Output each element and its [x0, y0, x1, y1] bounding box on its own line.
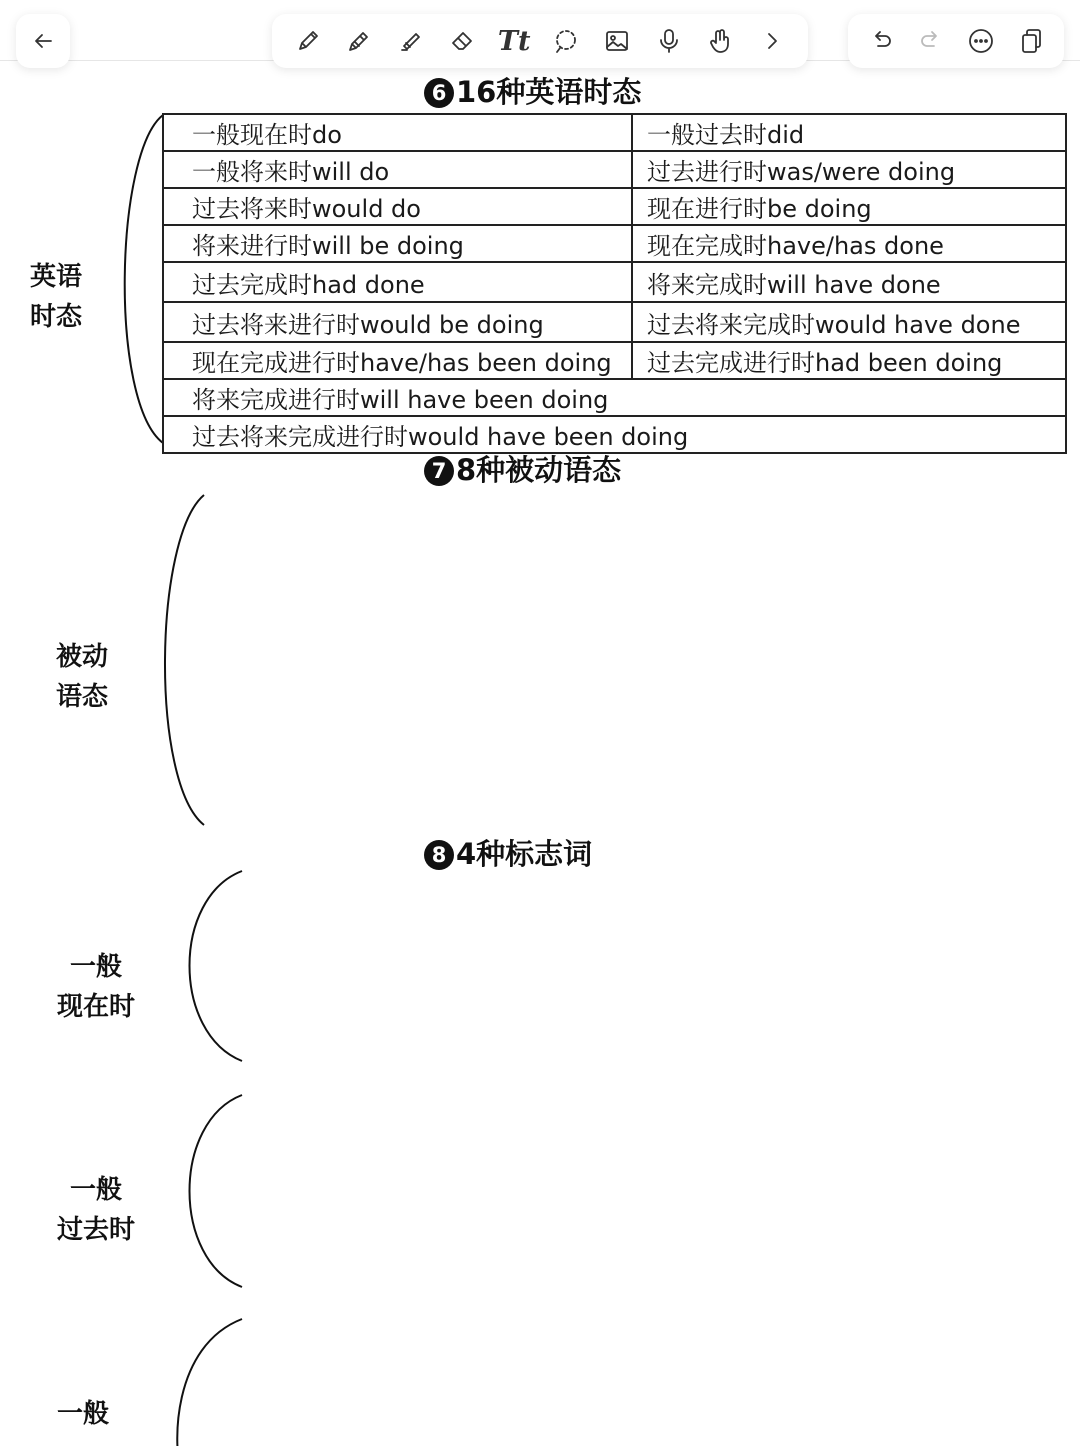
table-cell: 现在进行时be doing: [632, 188, 1066, 225]
text-tool-icon[interactable]: Tt: [497, 25, 531, 57]
document-actions-bar: [848, 14, 1064, 68]
table-cell: 将来完成进行时will have been doing: [163, 379, 1066, 416]
table-cell: 将来进行时will be doing: [163, 225, 632, 262]
table-row: [163, 151, 1066, 188]
pages-icon[interactable]: [1016, 26, 1046, 56]
section-title-signal-words: 8 4种标志词: [424, 832, 592, 873]
table-cell: 过去进行时was/were doing: [632, 151, 1066, 188]
back-button[interactable]: [16, 14, 70, 68]
arrow-left-icon: [28, 26, 58, 56]
hand-gesture-icon[interactable]: [706, 26, 736, 56]
past-side-label: 一般 过去时: [56, 1175, 135, 1245]
pencil-icon[interactable]: [344, 26, 374, 56]
lasso-icon[interactable]: [551, 26, 581, 56]
table-cell: 过去完成进行时had been doing: [632, 342, 1066, 379]
section-title-passive: 7 8种被动语态: [424, 448, 621, 489]
redo-icon[interactable]: [916, 26, 946, 56]
pen-icon[interactable]: [293, 26, 323, 56]
table-cell: 过去将来进行时would be doing: [163, 302, 632, 342]
microphone-icon[interactable]: [654, 26, 684, 56]
future-brace: [172, 1316, 246, 1446]
past-brace: [172, 1092, 246, 1290]
table-row: [163, 342, 1066, 379]
section-number-badge: 8: [424, 840, 454, 870]
table-cell: 现在完成进行时have/has been doing: [163, 342, 632, 379]
table-row: [163, 379, 1066, 416]
section-title-tenses: 6 16种英语时态: [424, 70, 641, 111]
table-cell: 现在完成时have/has done: [632, 225, 1066, 262]
table-row: [163, 114, 1066, 151]
table-cell: 一般现在时do: [163, 114, 632, 151]
passive-side-label: 被动 语态: [55, 642, 108, 712]
table-cell: 一般将来时will do: [163, 151, 632, 188]
passive-brace: [146, 492, 208, 828]
tenses-side-label: 英语 时态: [29, 262, 82, 332]
chevron-right-icon[interactable]: [757, 26, 787, 56]
drawing-tools-bar: [272, 14, 808, 68]
table-cell: 过去将来完成进行时would have been doing: [163, 416, 1066, 453]
section-number-badge: 7: [424, 456, 454, 486]
table-cell: 将来完成时will have done: [632, 262, 1066, 302]
tenses-table: [162, 113, 1067, 454]
eraser-icon[interactable]: [448, 26, 478, 56]
table-cell: 过去完成时had done: [163, 262, 632, 302]
table-row: [163, 262, 1066, 302]
more-icon[interactable]: [966, 26, 996, 56]
undo-icon[interactable]: [866, 26, 896, 56]
table-cell: 过去将来完成时would have done: [632, 302, 1066, 342]
highlighter-icon[interactable]: [396, 26, 426, 56]
present-side-label: 一般 现在时: [56, 952, 135, 1022]
table-cell: 一般过去时did: [632, 114, 1066, 151]
present-brace: [172, 868, 246, 1064]
table-row: [163, 225, 1066, 262]
image-icon[interactable]: [602, 26, 632, 56]
future-side-label: 一般: [56, 1399, 109, 1429]
section-number-badge: 6: [424, 78, 454, 108]
table-row: [163, 302, 1066, 342]
table-row: [163, 188, 1066, 225]
tenses-brace: [105, 112, 167, 446]
table-cell: 过去将来时would do: [163, 188, 632, 225]
